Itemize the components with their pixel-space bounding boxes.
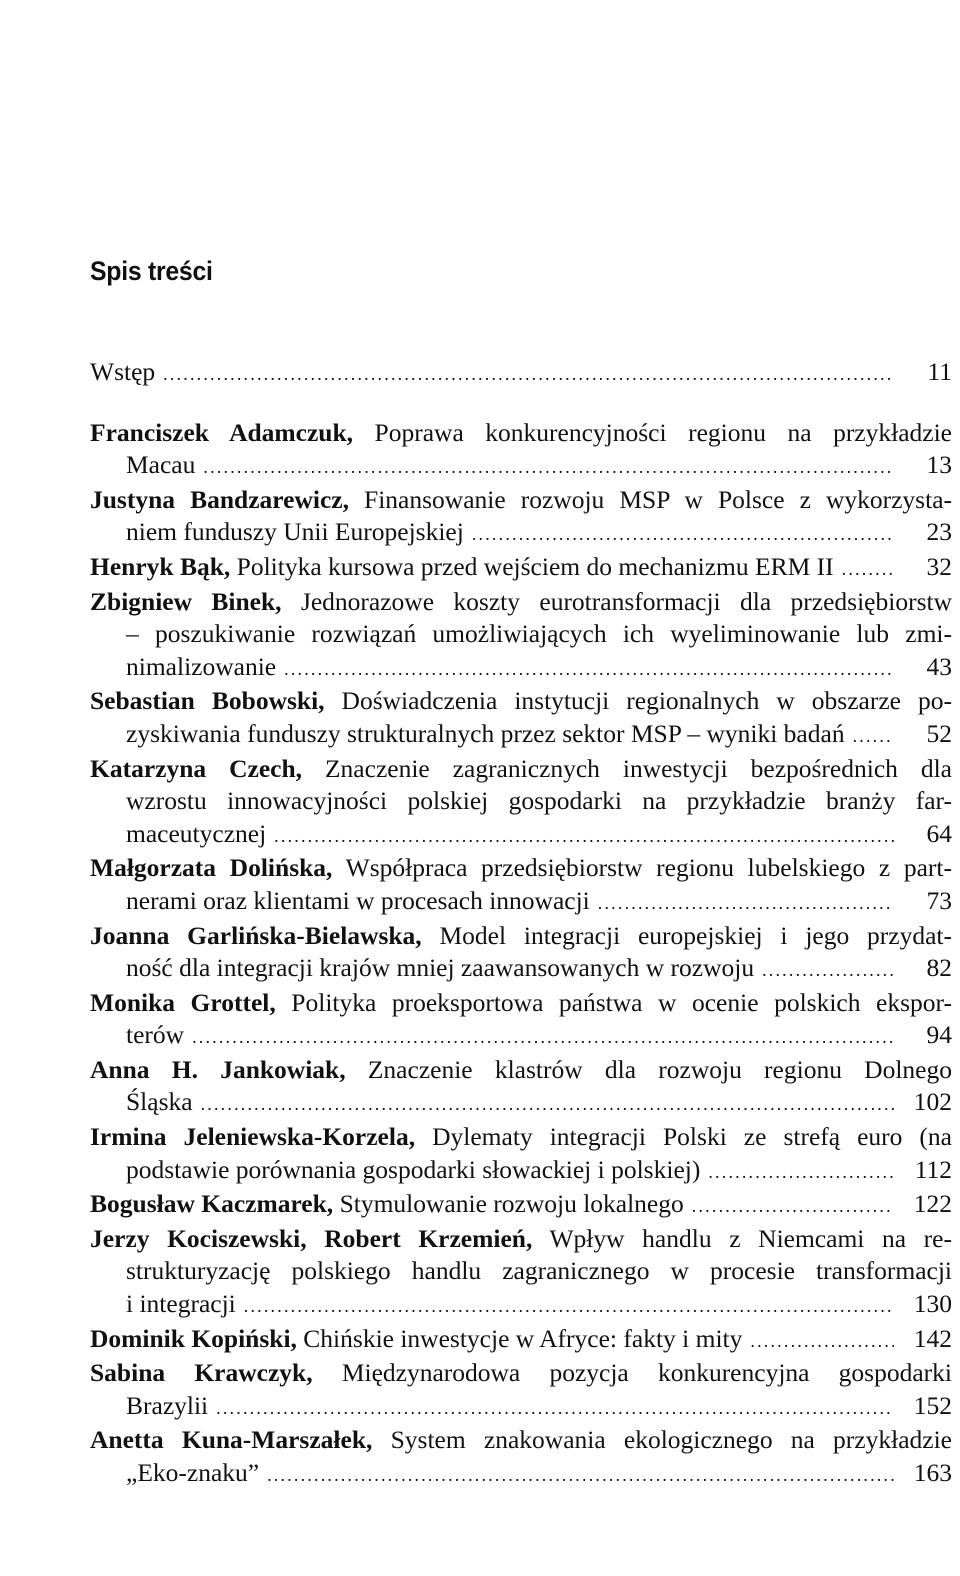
toc-entry: [90, 1188, 952, 1223]
dot-leader: [216, 1392, 894, 1425]
dot-leader: [692, 1190, 894, 1223]
toc-author: Henryk Bąk,: [90, 551, 231, 581]
toc-title-text: nimalizowanie: [126, 651, 277, 681]
dot-leader: [192, 1021, 894, 1054]
toc-author: Bogusław Kaczmarek,: [90, 1189, 334, 1219]
page-number: 23: [926, 517, 952, 547]
toc-author: Franciszek Adamczuk,: [90, 417, 354, 447]
toc-line-text: [90, 685, 952, 718]
toc-title-text: Współpraca przedsiębiorstw regionu lubelskiego z part-: [332, 853, 953, 883]
toc-line-text: [90, 586, 952, 619]
toc-entry-line: [90, 1054, 952, 1087]
toc-title-text: Chińskie inwestycje w Afryce: fakty i mity: [296, 1323, 743, 1353]
toc-title-text: Doświadczenia instytucji regionalnych w obszarze po-: [324, 686, 952, 716]
toc-entry: [90, 356, 952, 391]
toc-title-text: Śląska: [126, 1087, 193, 1117]
toc-title-text: zyskiwania funduszy strukturalnych przez sektor MSP – wyniki badań: [126, 718, 845, 748]
dot-leader: [274, 820, 894, 853]
toc-title-text: ność dla integracji krajów mniej zaawansowanych w rozwoju: [126, 953, 755, 983]
toc-author: Zbigniew Binek,: [90, 586, 282, 616]
toc-entry-line: [90, 952, 952, 987]
toc-title-text: Poprawa konkurencyjności regionu na przykładzie: [353, 417, 952, 447]
page-number: 82: [926, 953, 952, 983]
toc-entry-line: [90, 1255, 952, 1288]
toc-entry-line: [90, 484, 952, 517]
toc-entry-line: [90, 651, 952, 686]
toc-entry-line: [90, 1121, 952, 1154]
toc-entry: [90, 685, 952, 752]
toc-entry-line: [90, 785, 952, 818]
dot-leader: [203, 451, 894, 484]
toc-title-text: System znakowania ekologicznego na przykładzie: [372, 1425, 952, 1455]
toc-title-text: Dylematy integracji Polski ze strefą euro (na: [415, 1122, 952, 1152]
toc-title-text: strukturyzację polskiego handlu zagranicznego w procesie transformacji: [126, 1256, 952, 1286]
toc-entry-line: [90, 852, 952, 885]
toc-author: Katarzyna Czech,: [90, 753, 303, 783]
toc-entry-line: [90, 1457, 952, 1492]
toc-title-text: Polityka kursowa przed wejściem do mechanizmu ERM II: [230, 551, 834, 581]
page-number: 142: [913, 1323, 952, 1353]
toc-entry-line: [90, 818, 952, 853]
toc-line-text: [90, 1323, 742, 1356]
toc-title-text: Brazylii: [126, 1390, 209, 1420]
dot-leader: [762, 954, 894, 987]
toc-entry: [90, 987, 952, 1054]
toc-author: Sabina Krawczyk,: [90, 1358, 313, 1388]
page-number: 102: [913, 1087, 952, 1117]
page-number: 94: [926, 1020, 952, 1050]
toc-line-text: [90, 1223, 952, 1256]
toc-entry: [90, 1424, 952, 1491]
toc-line-text: [90, 1054, 952, 1087]
toc-entry-line: [90, 1086, 952, 1121]
dot-leader: [284, 653, 894, 686]
toc-title-text: Finansowanie rozwoju MSP w Polsce z wykorzysta-: [348, 484, 952, 514]
toc-entry: [90, 1357, 952, 1424]
toc-entry-line: [90, 551, 952, 586]
toc-entry-line: [90, 356, 952, 391]
toc-title-text: Międzynarodowa pozycja konkurencyjna gospodarki: [312, 1358, 952, 1388]
toc-entry-line: [90, 1357, 952, 1390]
toc-line-text: [90, 551, 834, 584]
toc-title-text: Znaczenie klastrów dla rozwoju regionu Dolnego: [345, 1054, 952, 1084]
dot-leader: [163, 358, 894, 391]
page-number: 152: [913, 1390, 952, 1420]
toc-entry-line: [90, 586, 952, 619]
toc-entry: [90, 551, 952, 586]
page-number: 122: [913, 1189, 952, 1219]
dot-leader: [842, 553, 894, 586]
toc-line-text: [90, 987, 952, 1020]
toc-entry-line: [90, 1188, 952, 1223]
toc-title-text: Wstęp: [90, 357, 156, 386]
toc-author: Joanna Garlińska-Bielawska,: [90, 920, 422, 950]
toc-entry: [90, 1121, 952, 1188]
toc-author: Jerzy Kociszewski, Robert Krzemień,: [90, 1223, 533, 1253]
page-number: 52: [926, 718, 952, 748]
toc-entry: [90, 753, 952, 853]
dot-leader: [708, 1156, 894, 1189]
page-title: Spis treści: [90, 256, 213, 286]
toc-entry-line: [90, 1223, 952, 1256]
page-number: 13: [926, 450, 952, 480]
toc-title-text: Wpływ handlu z Niemcami na re-: [532, 1223, 952, 1253]
page-number: 11: [927, 357, 952, 386]
toc-entry-line: [90, 449, 952, 484]
toc-entry-line: [90, 1390, 952, 1425]
toc-entry-line: [90, 920, 952, 953]
dot-leader: [472, 518, 894, 551]
toc-title-text: terów: [126, 1020, 185, 1050]
toc-entry-line: [90, 1323, 952, 1358]
toc-title-text: – poszukiwanie rozwiązań umożliwiających ich wyeliminowanie lub zmi-: [126, 619, 952, 649]
toc-entry-line: [90, 718, 952, 753]
toc-line-text: [90, 1424, 952, 1457]
toc-author: Sebastian Bobowski,: [90, 686, 325, 716]
toc-author: Dominik Kopiński,: [90, 1323, 297, 1353]
toc-line-text: [90, 1121, 952, 1154]
table-of-contents: [90, 356, 952, 1492]
toc-entry: [90, 586, 952, 686]
dot-leader: [201, 1088, 894, 1121]
toc-title-text: niem funduszy Unii Europejskiej: [126, 517, 464, 547]
toc-title-text: Znaczenie zagranicznych inwestycji bezpośrednich dla: [302, 753, 952, 783]
toc-author: Irmina Jeleniewska-Korzela,: [90, 1122, 416, 1152]
page-number: 73: [926, 885, 952, 915]
toc-author: Małgorzata Dolińska,: [90, 853, 333, 883]
dot-leader: [244, 1290, 894, 1323]
toc-line-text: [90, 484, 952, 517]
toc-line-text: [90, 852, 952, 885]
toc-title-text: maceutycznej: [126, 818, 267, 848]
toc-author: Anetta Kuna-Marszałek,: [90, 1425, 373, 1455]
toc-line-text: [90, 753, 952, 786]
toc-title-text: Macau: [126, 450, 196, 480]
toc-author: Anna H. Jankowiak,: [90, 1054, 346, 1084]
toc-line-text: [90, 417, 952, 450]
dot-leader: [598, 887, 894, 920]
toc-title-text: i integracji: [126, 1289, 236, 1319]
toc-entry: [90, 1054, 952, 1121]
toc-entry-line: [90, 753, 952, 786]
dot-leader: [853, 720, 894, 753]
page-number: 43: [926, 651, 952, 681]
toc-entry: [90, 852, 952, 919]
toc-entry-line: [90, 685, 952, 718]
toc-title-text: Model integracji europejskiej i jego przydat-: [421, 920, 952, 950]
page-number: 32: [926, 551, 952, 581]
toc-entry-line: [90, 1288, 952, 1323]
toc-entry: [90, 1323, 952, 1358]
toc-title-text: wzrostu innowacyjności polskiej gospodarki na przykładzie branży far-: [126, 786, 952, 816]
toc-title-text: nerami oraz klientami w procesach innowacji: [126, 885, 590, 915]
page-number: 130: [913, 1289, 952, 1319]
dot-leader: [750, 1325, 894, 1358]
toc-entry-line: [90, 1154, 952, 1189]
toc-line-text: [90, 1188, 684, 1221]
toc-entry-line: [90, 516, 952, 551]
toc-entry-line: [90, 1019, 952, 1054]
toc-entry-line: [90, 417, 952, 450]
toc-title-text: podstawie porównania gospodarki słowackiej i polskiej): [126, 1154, 701, 1184]
dot-leader: [267, 1459, 894, 1492]
toc-title-text: Stymulowanie rozwoju lokalnego: [333, 1189, 684, 1219]
toc-title-text: Jednorazowe koszty eurotransformacji dla przedsiębiorstw: [281, 586, 952, 616]
toc-entry-line: [90, 885, 952, 920]
toc-entry-line: [90, 987, 952, 1020]
toc-entry-line: [90, 1424, 952, 1457]
toc-entry-line: [90, 618, 952, 651]
toc-entry: [90, 920, 952, 987]
toc-author: Justyna Bandzarewicz,: [90, 484, 349, 514]
toc-title-text: Polityka proeksportowa państwa w ocenie polskich ekspor-: [275, 987, 952, 1017]
page-number: 112: [914, 1154, 952, 1184]
toc-entry: [90, 484, 952, 551]
toc-title-text: „Eko-znaku”: [126, 1458, 260, 1487]
toc-entry: [90, 417, 952, 484]
page-number: 64: [926, 818, 952, 848]
toc-entry: [90, 1223, 952, 1323]
toc-author: Monika Grottel,: [90, 987, 276, 1017]
toc-line-text: [90, 920, 952, 953]
page-number: 163: [913, 1458, 952, 1487]
toc-line-text: [90, 1357, 952, 1390]
